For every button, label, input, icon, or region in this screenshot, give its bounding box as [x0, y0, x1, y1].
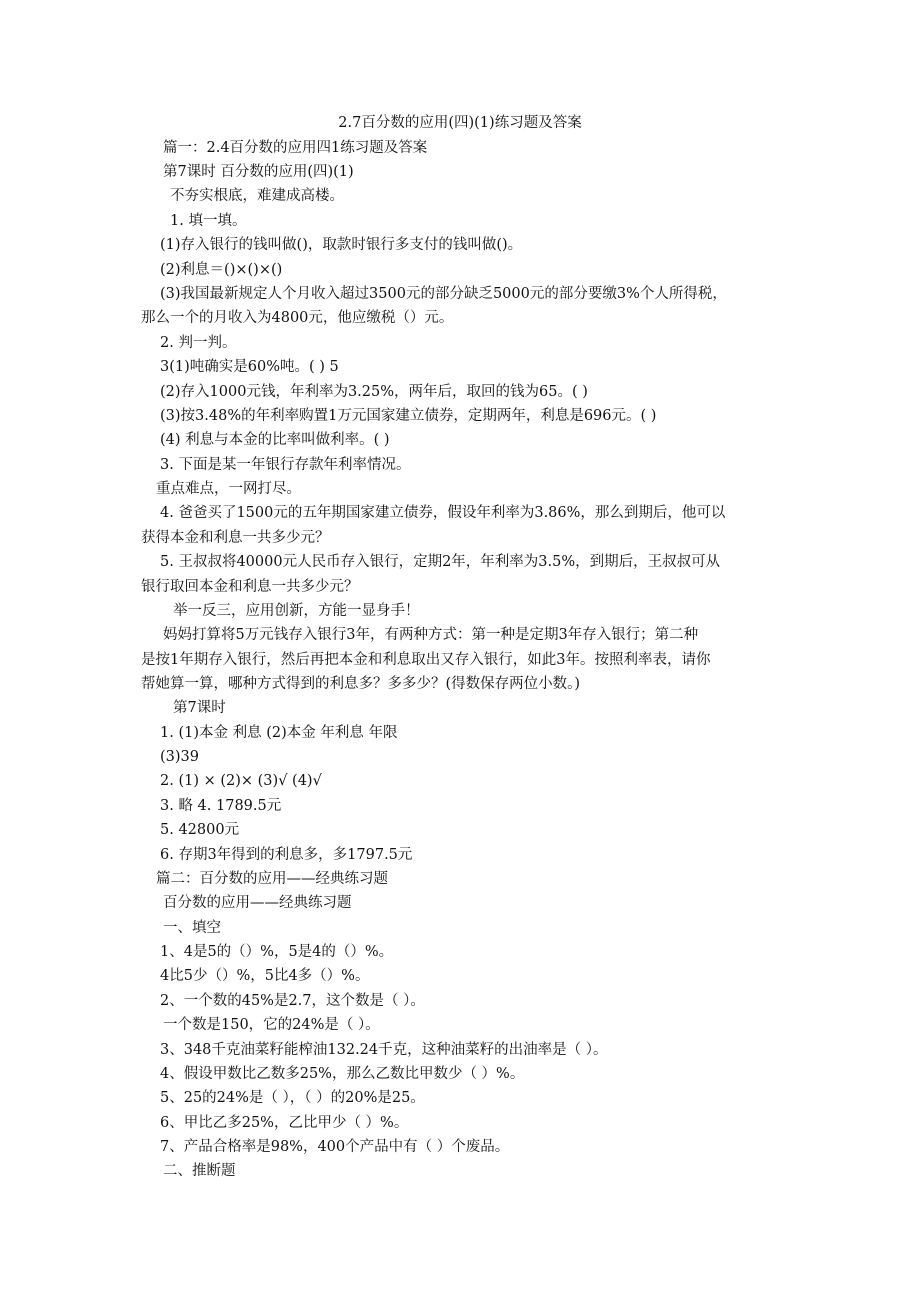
text-line: 1、4是5的（）%，5是4的（）%。 — [160, 944, 394, 960]
section-heading: 篇二：百分数的应用——经典练习题 — [156, 871, 388, 887]
answer-line: (3)39 — [160, 749, 199, 765]
text-line: (3)按3.48%的年利率购置1万元国家建立债券，定期两年，利息是696元。( ) — [160, 408, 657, 424]
motto-text: 不夯实根底，难建成高楼。 — [170, 188, 344, 204]
text-line: 帮她算一算，哪种方式得到的利息多？多多少？(得数保存两位小数。) — [141, 676, 581, 692]
text-line: 银行取回本金和利息一共多少元？ — [141, 579, 359, 595]
text-line: 4. 爸爸买了1500元的五年期国家建立债券，假设年利率为3.86%，那么到期后，他可以 — [160, 505, 726, 521]
text-line: 一个数是150，它的24%是（ ）。 — [163, 1017, 380, 1033]
answer-line: 1. (1)本金 利息 (2)本金 年利息 年限 — [160, 725, 398, 741]
text-line: 4、假设甲数比乙数多25%，那么乙数比甲数少（ ）%。 — [160, 1066, 525, 1082]
text-line: 妈妈打算将5万元钱存入银行3年，有两种方式：第一种是定期3年存入银行；第二种 — [163, 627, 699, 643]
answer-line: 2. (1) × (2)× (3)√ (4)√ — [160, 773, 322, 789]
answer-line: 3. 略 4. 1789.5元 — [160, 798, 282, 814]
answer-line: 6. 存期3年得到的利息多，多1797.5元 — [160, 847, 413, 863]
motto-text: 举一反三，应用创新，方能一显身手！ — [173, 603, 420, 619]
text-line: 3、348千克油菜籽能榨油132.24千克，这种油菜籽的出油率是（ ）。 — [160, 1042, 608, 1058]
motto-text: 重点难点，一网打尽。 — [156, 481, 301, 497]
text-line: (3)我国最新规定人个月收入超过3500元的部分缺乏5000元的部分要缴3%个人所得税， — [160, 286, 727, 302]
text-line: 那么一个的月收入为4800元，他应缴税（）元。 — [141, 310, 454, 326]
question-heading: 2. 判一判。 — [160, 335, 237, 351]
text-line: 7、产品合格率是98%，400个产品中有（ ）个废品。 — [160, 1139, 510, 1155]
question-heading: 1. 填一填。 — [170, 213, 247, 229]
text-line: 2、一个数的45%是2.7，这个数是（ ）。 — [160, 993, 425, 1009]
part-heading: 一、填空 — [163, 920, 221, 936]
text-line: 4比5少（）%，5比4多（）%。 — [160, 968, 370, 984]
question-heading: 3. 下面是某一年银行存款年利率情况。 — [160, 457, 411, 473]
text-line: (4) 利息与本金的比率叫做利率。( ) — [160, 432, 390, 448]
text-line: 5. 王叔叔将40000元人民币存入银行，定期2年，年利率为3.5%，到期后，王叔叔可从 — [160, 554, 721, 570]
text-line: 5、25的24%是（ ），（ ）的20%是25。 — [160, 1090, 425, 1106]
answer-heading: 第7课时 — [173, 700, 226, 716]
section-heading: 篇一：2.4百分数的应用四1练习题及答案 — [163, 140, 428, 156]
part-heading: 二、推断题 — [163, 1163, 236, 1179]
text-line: (1)存入银行的钱叫做()，取款时银行多支付的钱叫做()。 — [160, 237, 523, 253]
text-line: (2)利息＝()×()×() — [160, 262, 283, 278]
text-line: 6、甲比乙多25%，乙比甲少（ ）%。 — [160, 1115, 409, 1131]
text-line: (2)存入1000元钱，年利率为3.25%，两年后，取回的钱为65。( ) — [160, 384, 588, 400]
text-line: 是按1年期存入银行，然后再把本金和利息取出又存入银行，如此3年。按照利率表，请你 — [141, 652, 711, 668]
answer-line: 5. 42800元 — [160, 822, 240, 838]
text-line: 获得本金和利息一共多少元？ — [141, 530, 330, 546]
lesson-heading: 第7课时 百分数的应用(四)(1) — [163, 164, 354, 180]
subsection-heading: 百分数的应用——经典练习题 — [163, 895, 352, 911]
text-line: 3(1)吨确实是60%吨。( ) 5 — [160, 359, 339, 375]
document-title: 2.7百分数的应用(四)(1)练习题及答案 — [338, 115, 582, 131]
